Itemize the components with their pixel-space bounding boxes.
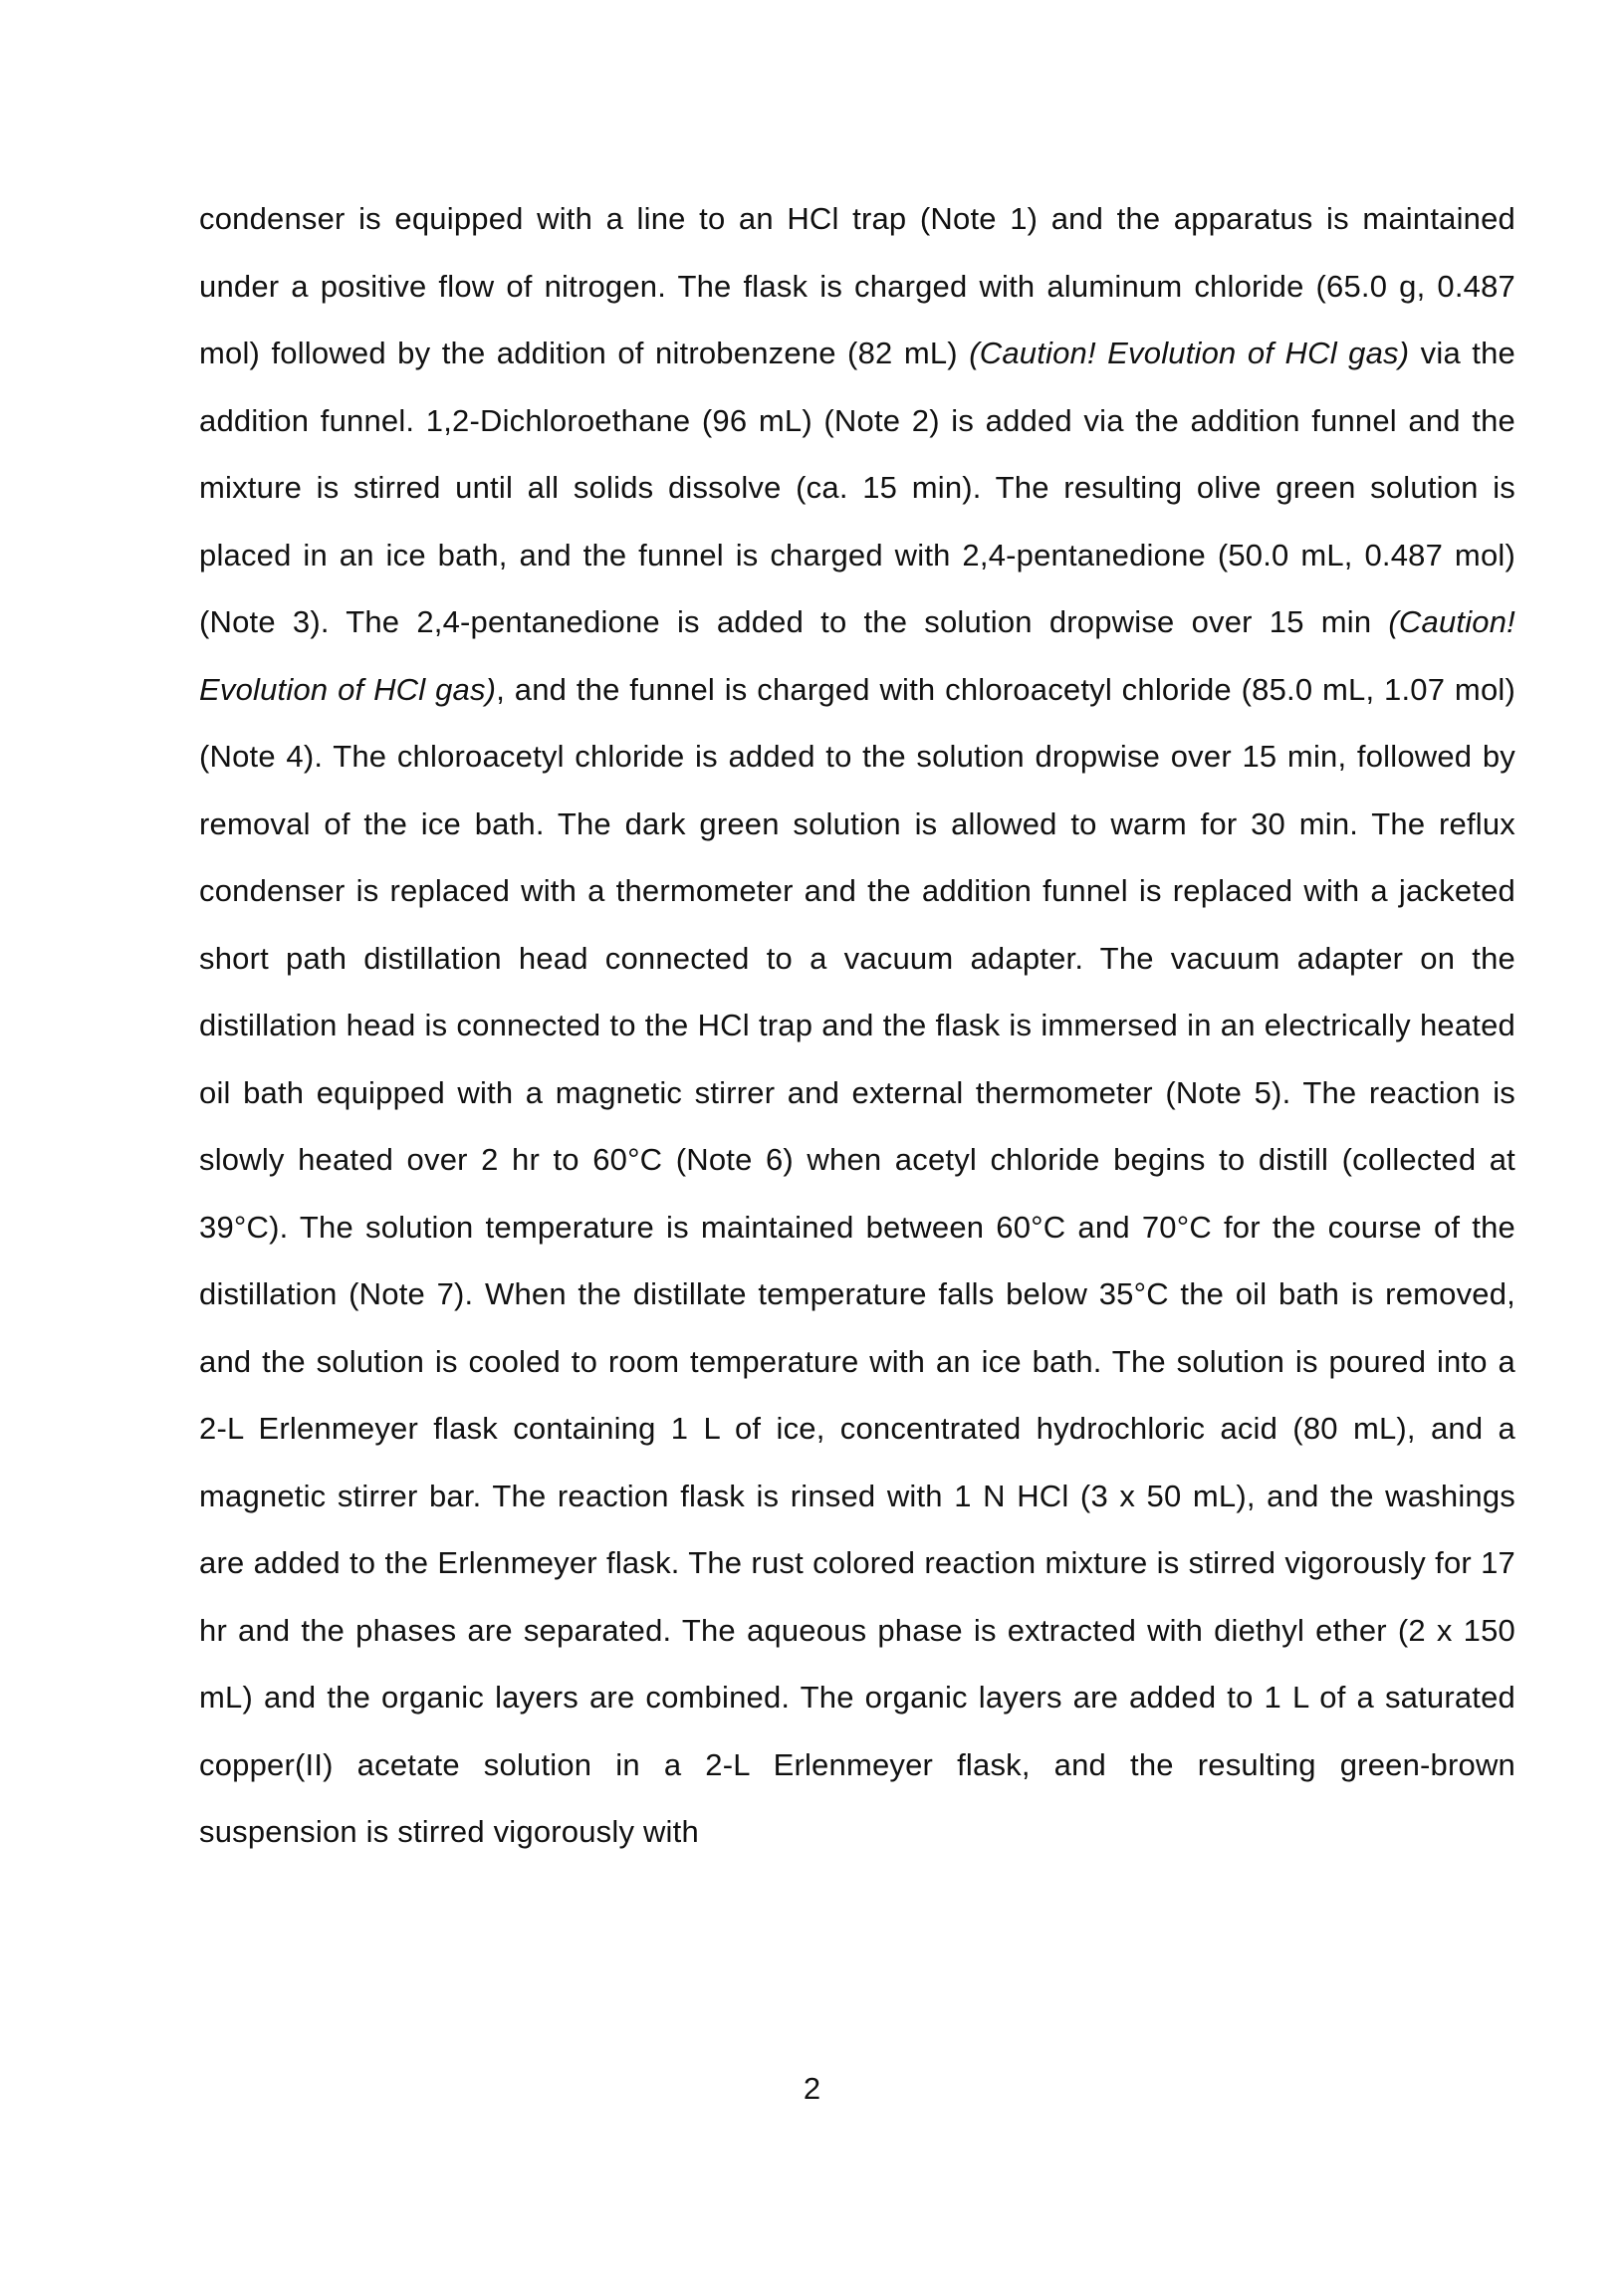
caution-note-1: (Caution! Evolution of HCl gas): [969, 336, 1410, 370]
body-paragraph: [199, 185, 1515, 1866]
caution-note-2: (Caution! Evolution of HCl gas): [199, 604, 1515, 707]
page-number: 2: [803, 2071, 821, 2106]
text-segment-2: via the addition funnel. 1,2-Dichloroethane (96 mL) (Note 2) is added via the addition funnel and the mixture is stirred until all solids dissolve (ca. 15 min). The resulting olive green solution is placed in an ice bath, and the funnel is charged with 2,4-pentanedione (50.0 mL, 0.487 mol) (Note 3). The 2,4-pentanedione is added to the solution dropwise over 15 min: [199, 336, 1515, 639]
text-segment-3: , and the funnel is charged with chloroacetyl chloride (85.0 mL, 1.07 mol) (Note 4). The chloroacetyl chloride is added to the solution dropwise over 15 min, followed by removal of the ice bath. The dark green solution is allowed to warm for 30 min. The reflux condenser is replaced with a thermometer and the addition funnel is replaced with a jacketed short path distillation head connected to a vacuum adapter. The vacuum adapter on the distillation head is connected to the HCl trap and the flask is immersed in an electrically heated oil bath equipped with a magnetic stirrer and external thermometer (Note 5). The reaction is slowly heated over 2 hr to 60°C (Note 6) when acetyl chloride begins to distill (collected at 39°C). The solution temperature is maintained between 60°C and 70°C for the course of the distillation (Note 7). When the distillate temperature falls below 35°C the oil bath is removed, and the solution is cooled to room temperature with an ice bath. The solution is poured into a 2-L Erlenmeyer flask containing 1 L of ice, concentrated hydrochloric acid (80 mL), and a magnetic stirrer bar. The reaction flask is rinsed with 1 N HCl (3 x 50 mL), and the washings are added to the Erlenmeyer flask. The rust colored reaction mixture is stirred vigorously for 17 hr and the phases are separated. The aqueous phase is extracted with diethyl ether (2 x 150 mL) and the organic layers are combined. The organic layers are added to 1 L of a saturated copper(II) acetate solution in a 2-L Erlenmeyer flask, and the resulting green-brown suspension is stirred vigorously with: [199, 671, 1516, 1849]
text-segment-1: condenser is equipped with a line to an HCl trap (Note 1) and the apparatus is maintained under a positive flow of nitrogen. The flask is charged with aluminum chloride (65.0 g, 0.487 mol) followed by the addition of nitrobenzene (82 mL): [199, 201, 1515, 370]
